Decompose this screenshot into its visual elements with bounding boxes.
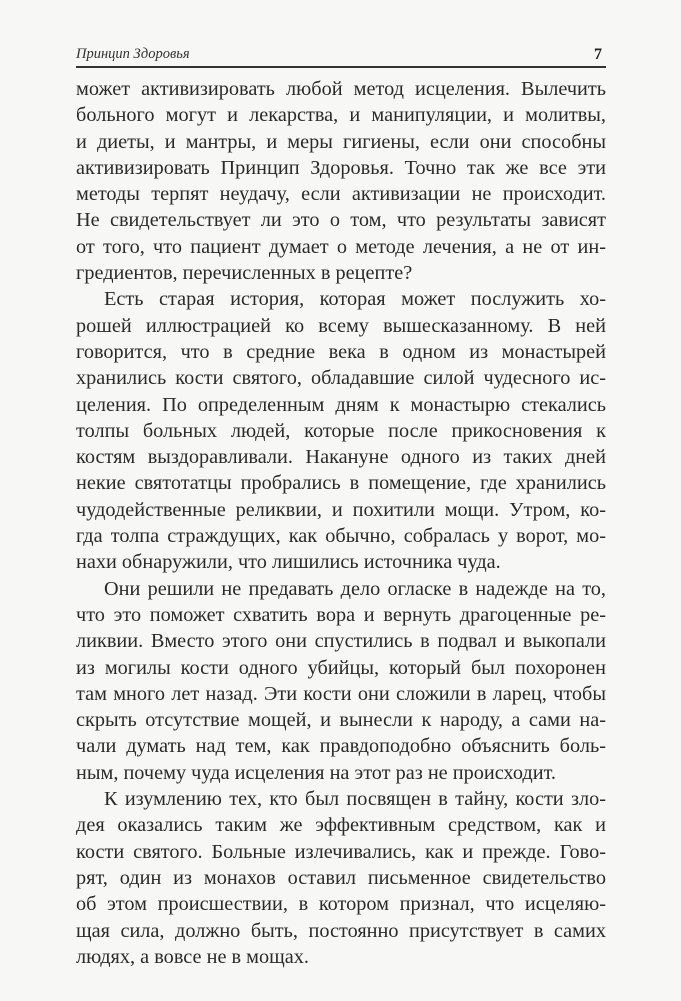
text-line: К изумлению тех, кто был посвящен в тайну, кости зло- bbox=[104, 788, 606, 811]
text-line: говорится, что в средние века в одном из монастырей bbox=[76, 340, 606, 363]
text-line: из могилы кости одного убийцы, который был похоронен bbox=[76, 656, 606, 679]
text-line: Они решили не предавать дело огласке в надежде на то, bbox=[104, 577, 606, 600]
text-line: чудодейственные реликвии, и похитили мощи. Утром, ко- bbox=[76, 498, 606, 521]
text-line: методы терпят неудачу, если активизации не происходит. bbox=[76, 183, 606, 206]
text-line: рят, один из монахов оставил письменное свидетельство bbox=[76, 866, 606, 889]
text-line: Не свидетельствует ли это о том, что результаты зависят bbox=[76, 209, 606, 232]
text-line: что это поможет схватить вора и вернуть драгоценные ре- bbox=[76, 603, 606, 626]
text-line: активизировать Принцип Здоровья. Точно так же все эти bbox=[76, 156, 606, 179]
text-line: и диеты, и мантры, и меры гигиены, если они способны bbox=[76, 130, 606, 153]
text-line: гредиентов, перечисленных в рецепте? bbox=[76, 262, 413, 285]
text-line: ным, почему чуда исцеления на этот раз не происходит. bbox=[76, 761, 556, 784]
text-line: хранились кости святого, обладавшие силой чудесного ис- bbox=[76, 367, 606, 390]
text-line: некие святотатцы пробрались в помещение, где хранились bbox=[76, 472, 606, 495]
body-text bbox=[76, 76, 606, 970]
text-line: рошей иллюстрацией ко всему вышесказанному. В ней bbox=[76, 314, 606, 337]
text-line: дея оказались таким же эффективным средством, как и bbox=[76, 814, 606, 837]
text-line: целения. По определенным дням к монастырю стекались bbox=[76, 393, 606, 416]
text-line: может активизировать любой метод исцеления. Вылечить bbox=[76, 78, 606, 100]
text-line: толпы больных людей, которые после прикосновения к bbox=[76, 419, 606, 442]
text-line: костям выздоравливали. Накануне одного из таких дней bbox=[76, 446, 606, 469]
text-line: щая сила, должно быть, постоянно присутствует в самих bbox=[76, 919, 606, 942]
text-line: гда толпа страждущих, как обычно, собралась у ворот, мо- bbox=[76, 525, 606, 548]
text-line: Есть старая история, которая может послужить хо- bbox=[104, 288, 606, 311]
text-line: об этом происшествии, в котором признал, что исцеляю- bbox=[76, 893, 606, 916]
text-line: нахи обнаружили, что лишились источника чуда. bbox=[76, 551, 501, 574]
running-title: Принцип Здоровья bbox=[76, 46, 190, 62]
text-line: чали думать над тем, как правдоподобно объяснить боль- bbox=[76, 735, 606, 758]
text-line: от того, что пациент думает о методе лечения, а не от ин- bbox=[76, 235, 606, 258]
text-line: ликвии. Вместо этого они спустились в подвал и выкопали bbox=[76, 630, 606, 653]
text-line: кости святого. Больные излечивались, как и прежде. Гово- bbox=[76, 840, 606, 863]
text-line: людях, а вовсе не в мощах. bbox=[76, 945, 309, 968]
text-line: там много лет назад. Эти кости они сложили в ларец, чтобы bbox=[76, 682, 606, 705]
text-line: скрыть отсутствие мощей, и вынесли к народу, а сами на- bbox=[76, 709, 606, 732]
text-line: больного могут и лекарства, и манипуляции, и молитвы, bbox=[76, 104, 606, 127]
page-number: 7 bbox=[594, 46, 602, 63]
running-header bbox=[76, 44, 606, 68]
